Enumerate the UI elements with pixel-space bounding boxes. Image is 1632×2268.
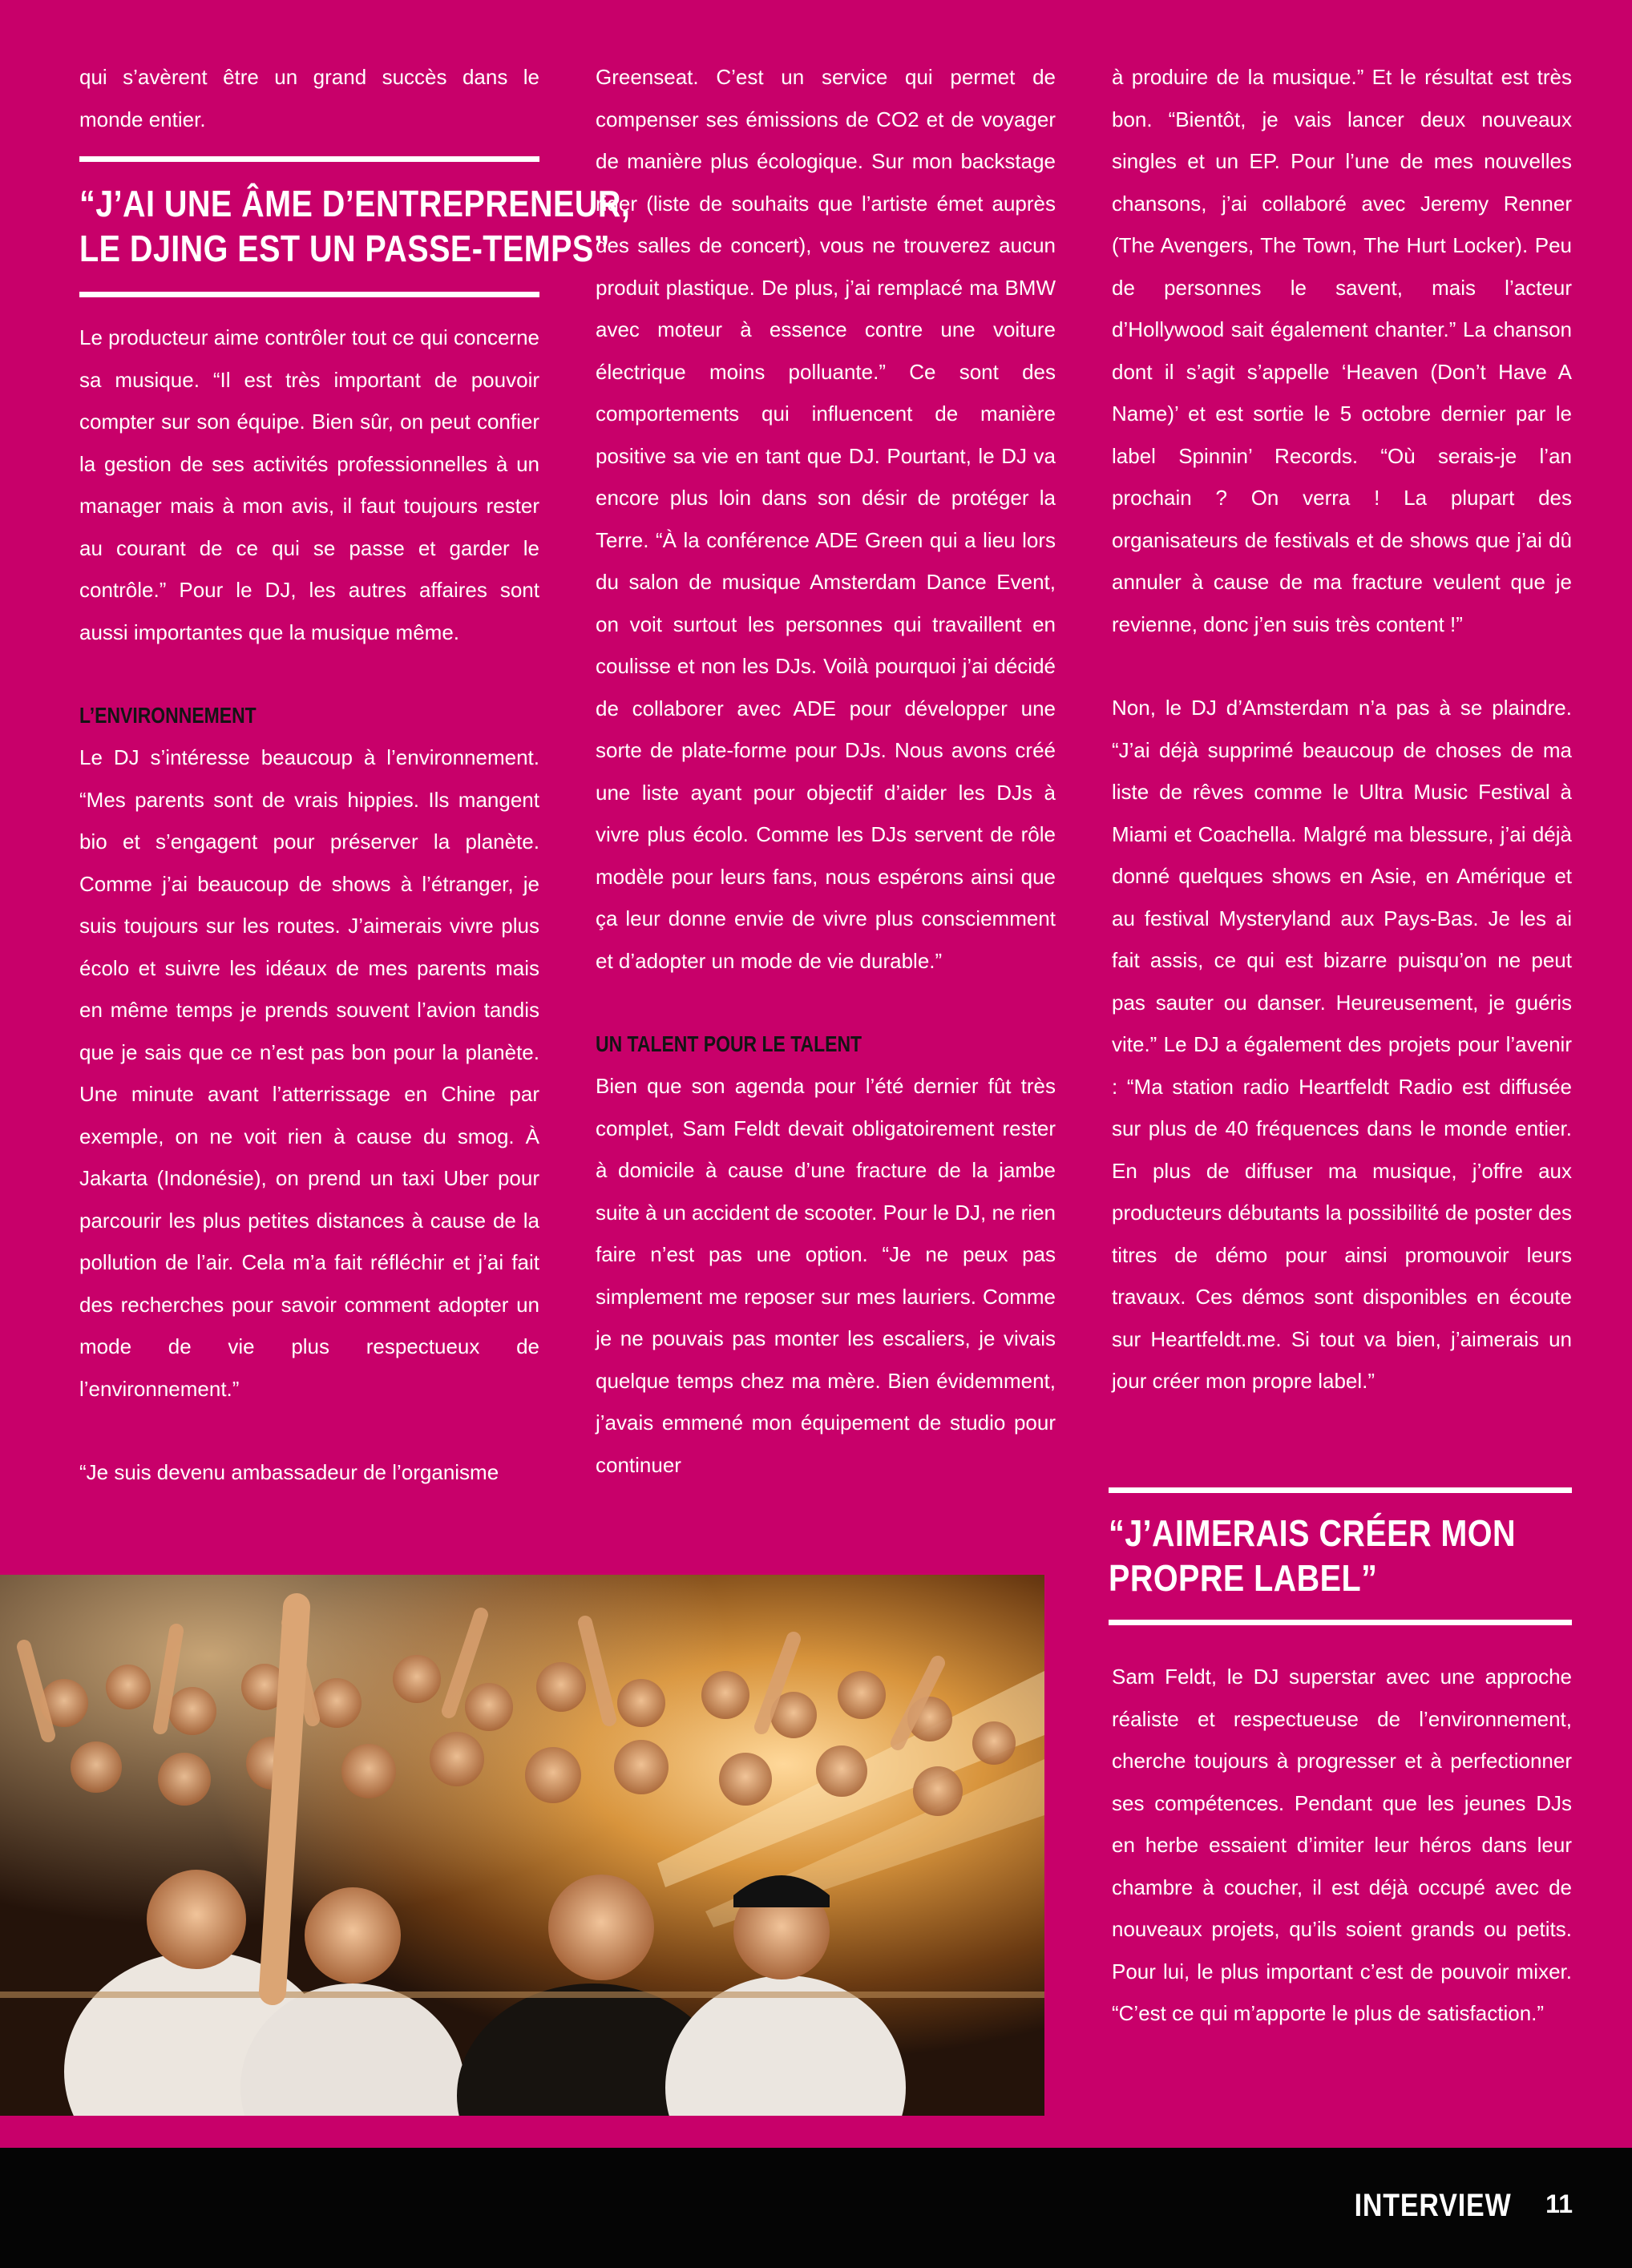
section-label: INTERVIEW (1355, 2188, 1512, 2223)
concert-crowd-photo (0, 1575, 1044, 2116)
article-column-3 (1112, 56, 1572, 1402)
pull-quote: “J’AI UNE ÂME D’ENTREPRENEUR, LE DJING EST UN PASSE-TEMPS” (79, 183, 631, 269)
pull-quote-box (79, 156, 631, 297)
paragraph: à produire de la musique.” Et le résultat est très bon. “Bientôt, je vais lancer deux nouveaux singles et un EP. Pour l’une de mes nouvelles chansons, j’ai collaboré avec Jeremy Renner (The Avengers, The Town, The Hurt Locker). Peu de personnes le savent, mais l’acteur d’Hollywood sait également chanter.” La chanson dont il s’agit s’appelle ‘Heaven (Don’t Have A Name)’ et est sortie le 5 octobre dernier par le label Spinnin’ Records. “Où serais-je l’an prochain ? On verra ! La plupart des organisateurs de festivals et de shows que j’ai dû annuler à cause de ma fracture veulent que je revienne, donc j’en suis très content !” (1112, 65, 1572, 636)
paragraph: Sam Feldt, le DJ superstar avec une approche réaliste et respectueuse de l’environnement, cherche toujours à progresser et à perfectionner ses compétences. Pendant que les jeunes DJs en herbe essaient d’imiter leur héros dans leur chambre à coucher, il est déjà occupé avec de nouveaux projets, qu’ils soient grands ou petits. Pour lui, le plus important c’est de pouvoir mixer. “C’est ce qui m’apporte le plus de satisfaction.” (1112, 1665, 1572, 2025)
pull-quote-2-wrapper (1109, 1487, 1572, 1625)
paragraph: Le DJ s’intéresse beaucoup à l’environnement. “Mes parents sont de vrais hippies. Ils mangent bio et s’engagent pour préserver la planète. Comme j’ai beaucoup de shows à l’étranger, je suis toujours sur les routes. J’aimerais vivre plus écolo et suivre les idéaux de mes parents mais en même temps je prends souvent l’avion tandis que je sais que ce n’est pas bon pour la planète. Une minute avant l’atterrissage en Chine par exemple, on ne voit rien à cause du smog. À Jakarta (Indonésie), on prend un taxi Uber pour parcourir les plus petites distances à cause de la pollution de l’air. Cela m’a fait réfléchir et j’ai fait des recherches pour savoir comment adopter un mode de vie plus respectueux de l’environnement.” (79, 745, 539, 1401)
paragraph: Non, le DJ d’Amsterdam n’a pas à se plaindre. “J’ai déjà supprimé beaucoup de choses de ma liste de rêves comme le Ultra Music Festival à Miami et Coachella. Malgré ma blessure, j’ai déjà donné quelques shows en Asie, en Amérique et au festival Mysteryland aux Pays-Bas. Je les ai fait assis, ce qui est bizarre puisqu’on ne peut pas sauter ou danser. Heureusement, je guéris vite.” Le DJ a également des projets pour l’avenir : “Ma station radio Heartfeldt Radio est diffusée sur plus de 40 fréquences dans le monde entier. En plus de diffuser ma musique, j’offre aux producteurs débutants la possibilité de poster des titres de démo pour ainsi promouvoir leurs travaux. Ces démos sont disponibles en écoute sur Heartfeldt.me. Si tout va bien, j’aimerais un jour créer mon propre label.” (1112, 696, 1572, 1393)
pull-quote: “J’AIMERAIS CRÉER MON PROPRE LABEL” (1109, 1512, 1516, 1599)
section-heading: L’ENVIRONNEMENT (79, 703, 257, 728)
paragraph: “Je suis devenu ambassadeur de l’organisme (79, 1460, 499, 1484)
photo-illustration (0, 1575, 1044, 2116)
paragraph: Le producteur aime contrôler tout ce qui concerne sa musique. “Il est très important de pouvoir compter sur son équipe. Bien sûr, on peut confier la gestion de ses activités professionnelles à un manager mais à mon avis, il faut toujours rester au courant de ce qui se passe et garder le contrôle.” Pour le DJ, les autres affaires sont aussi importantes que la musique même. (79, 325, 539, 644)
page-footer (0, 2148, 1632, 2268)
page-number: 11 (1545, 2189, 1573, 2218)
section-heading: UN TALENT POUR LE TALENT (596, 1031, 862, 1056)
article-column-3-lower (1112, 1656, 1572, 2035)
pull-quote-box (1109, 1487, 1572, 1625)
article-column-1 (79, 56, 631, 1494)
article-column-2 (596, 56, 1056, 1486)
paragraph: Bien que son agenda pour l’été dernier fût très complet, Sam Feldt devait obligatoirement rester à domicile à cause d’une fracture de la jambe suite à un accident de scooter. Pour le DJ, ne rien faire n’est pas une option. “Je ne peux pas simplement me reposer sur mes lauriers. Comme je ne pouvais pas monter les escaliers, je vivais quelque temps chez ma mère. Bien évidemment, j’avais emmené mon équipement de studio pour continuer (596, 1074, 1056, 1477)
paragraph: qui s’avèrent être un grand succès dans le monde entier. (79, 65, 539, 131)
paragraph: Greenseat. C’est un service qui permet de compenser ses émissions de CO2 et de voyager de manière plus écologique. Sur mon backstage rider (liste de souhaits que l’artiste émet auprès des salles de concert), vous ne trouverez aucun produit plastique. De plus, j’ai remplacé ma BMW avec moteur à essence contre une voiture électrique moins polluante.” Ce sont des comportements qui influencent de manière positive sa vie en tant que DJ. Pourtant, le DJ va encore plus loin dans son désir de protéger la Terre. “À la conférence ADE Green qui a lieu lors du salon de musique Amsterdam Dance Event, on voit surtout les personnes qui travaillent en coulisse et non les DJs. Voilà pourquoi j’ai décidé de collaborer avec ADE pour développer une sorte de plate-forme pour DJs. Nous avons créé une liste ayant pour objectif d’aider les DJs à vivre plus écolo. Comme les DJs servent de rôle modèle pour leurs fans, nous espérons ainsi que ça leur donne envie de vivre plus consciemment et d’adopter un mode de vie durable.” (596, 65, 1056, 973)
